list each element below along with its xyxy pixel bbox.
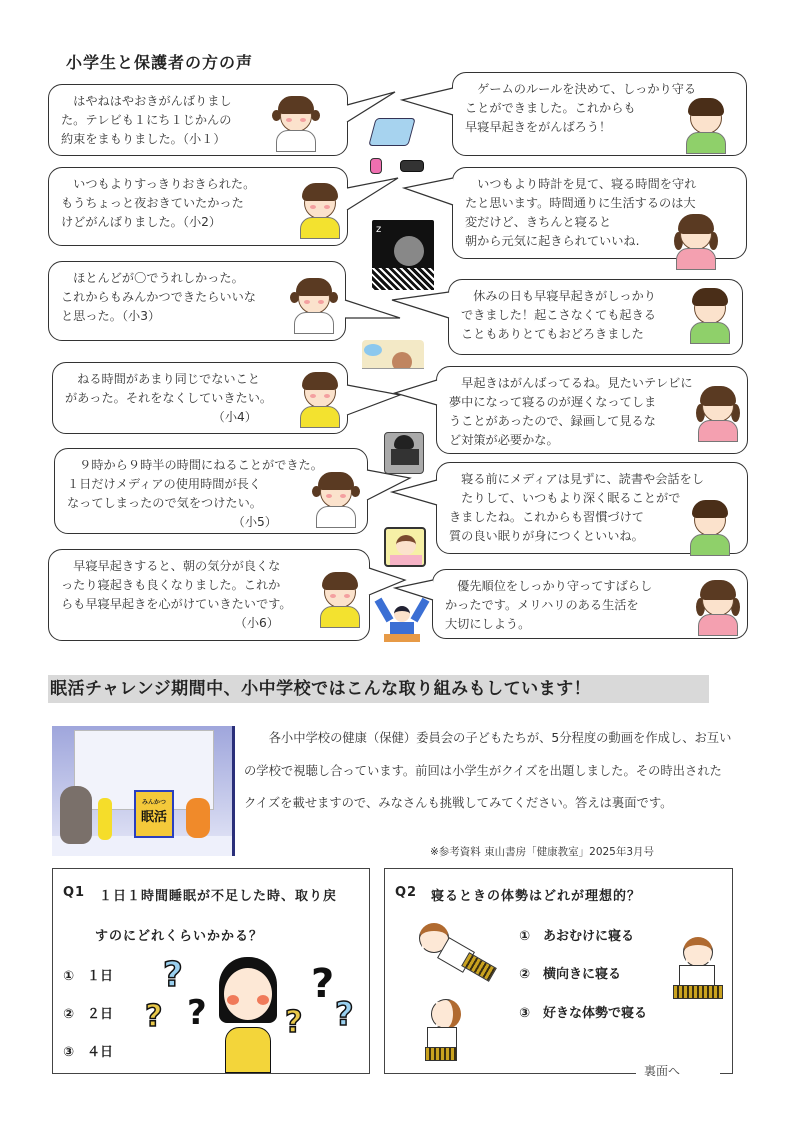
girl-avatar [312,472,360,528]
bubble-line: 早寝早起きすると、朝の気分が良くな [61,559,281,573]
q2-option-3[interactable]: ③ 好きな体勢で寝る [519,1006,648,1021]
bubble-line: 優先順位をしっかり守ってすばらし [445,579,653,593]
father-avatar [686,288,734,344]
koala-plush [60,786,92,844]
question-mark-icon: ? [145,999,163,1034]
question-mark-icon: ? [335,995,354,1033]
bubble-line: 質の良い眠りが身につくといいね。 [449,529,644,543]
bubble-line: ったり寝起きも良くなりました。これか [61,578,281,592]
bubble-line: 大切にしよう。 [445,617,531,631]
q1-label: Q1 [63,885,86,900]
grade-label: （小5） [232,515,277,529]
bubble-line: 寝る前にメディアは見ずに、読書や会話をし [449,472,704,486]
grade-label: （小6） [234,616,279,630]
q2-label: Q2 [395,885,418,900]
pikachu-figure [98,798,112,840]
bubble-line: かったです。メリハリのある生活を [445,598,639,612]
bubble-line: 変だけど、きちんと寝ると [465,215,612,229]
reference-note: ※参考資料 東山書房「健康教室」2025年3月号 [430,846,655,858]
girl-avatar [272,96,320,152]
bubble-line: これからもみんかつできたらいいな [61,290,256,304]
bubble-line: 約束をまもりました。（小１） [61,132,226,146]
raichu-figure [186,798,210,838]
mother-avatar [694,386,742,442]
section-title-voices: 小学生と保護者の方の声 [66,53,254,72]
bubble-line: ９時から９時半の時間にねることができた。 [67,458,323,472]
sleeping-girl-icon: z [372,220,434,290]
bubble-line: ほとんどが〇でうれしかった。 [61,271,244,285]
girl-avatar [290,278,338,334]
stretching-boy-icon [380,598,424,642]
grade-label: （小4） [212,410,257,424]
sprawled-sleeping-child-illustration [667,937,731,1007]
bubble-line: もうちょっと夜おきていたかった [61,196,244,210]
father-avatar [686,500,734,556]
bubble-line: と思った。（小3） [61,309,161,323]
bubble-line: た。テレビも１にち１じかんの [61,113,232,127]
father-avatar [682,98,730,154]
bubble-line: ことができました。これからも [465,101,636,115]
paragraph-text: 各小中学校の健康（保健）委員会の子どもたちが、5分程度の動画を作成し、お互いの学校で視聴し合っています。前回は小学生がクイズを出題しました。その時出されたクイズを載せますので、みなさんも挑戦してみてください。答えは裏面です。 [244,731,732,810]
smartphone-icon [370,158,382,174]
bubble-line: たりして、いつもより深く眠ることがで [449,491,681,505]
video-photo [52,726,235,856]
mother-avatar [694,580,742,636]
bubble-line: 早起きはがんばってるね。見たいテレビに [449,376,693,390]
bubble-line: 早寝早起きをがんばろう！ [465,120,612,134]
q1-option-1[interactable]: ① １日 [63,969,114,984]
minkatsu-sign: みんかつ 眠活 [134,790,174,838]
bubble-line: いつもより時計を見て、寝る時間を守れ [465,177,697,191]
bubble-line: ねる時間があまり同じでないこと [65,372,260,386]
question-mark-icon: ? [163,955,183,995]
boy-avatar [316,572,364,628]
q2-bottom-border-right [720,1073,733,1074]
question-mark-icon: ? [285,1005,303,1040]
boy-avatar [296,372,344,428]
reading-child-icon [384,432,424,474]
bubble-line: があった。それをなくしていきたい。 [65,391,273,405]
question-mark-icon: ? [311,961,335,1007]
q2-option-2[interactable]: ② 横向きに寝る [519,967,622,982]
bubble-line: けどがんばりました。（小2） [61,215,222,229]
bubble-line: １日だけメディアの使用時間が長く [67,477,262,491]
supine-sleeping-child-illustration [419,921,501,991]
bubble-line: こともありとてもおどろきました [461,327,644,341]
laptop-icon [368,118,416,146]
q2-option-1[interactable]: ① あおむけに寝る [519,929,635,944]
bubble-line: ゲームのルールを決めて、しっかり守る [465,82,697,96]
mother-avatar [672,214,720,270]
boy-avatar [296,183,344,239]
q1-question-line1: １日１時間睡眠が不足した時、取り戻 [99,889,338,904]
initiative-paragraph [244,722,734,820]
question-mark-icon: ? [187,993,207,1033]
waking-up-icon [362,340,424,380]
bubble-line: ど対策が必要かな。 [449,433,559,447]
thinking-girl-illustration [213,957,283,1073]
initiative-banner: 眠活チャレンジ期間中、小中学校ではこんな取り組みもしています！ [48,675,709,703]
side-sleeping-child-illustration [415,999,475,1067]
bubble-line: 朝から元気に起きられていいね. [465,234,640,248]
q2-question: 寝るときの体勢はどれが理想的？ [431,889,642,904]
bubble-line: なってしまったので気をつけたい。 [67,496,262,510]
girl-window-icon [384,527,426,567]
continue-on-back-link[interactable]: 裏面へ [644,1064,681,1078]
bubble-line: 夢中になって寝るのが遅くなってしま [449,395,657,409]
bubble-line: きましたね。これからも習慣づけて [449,510,644,524]
bubble-line: はやねはやおきがんばりまし [61,94,232,108]
q2-bottom-border-left [384,1073,636,1074]
bubble-line: たと思います。時間通りに生活するのは大 [465,196,696,210]
bubble-line: できました！起こさなくても起きる [461,308,656,322]
q1-option-3[interactable]: ③ ４日 [63,1045,114,1060]
game-device-icon [400,160,424,172]
quiz-q1-box [52,868,370,1074]
bubble-line: いつもよりすっきりおきられた。 [61,177,256,191]
q1-question-line2: すのにどれくらいかかる？ [95,929,264,944]
quiz-q2-box [384,868,733,1074]
q1-option-2[interactable]: ② ２日 [63,1007,114,1022]
bubble-line: 休みの日も早寝早起きがしっかり [461,289,656,303]
bubble-line: うことがあったので、録画して見るな [449,414,656,428]
bubble-line: らも早寝早起きを心がけていきたいです。 [61,597,292,611]
